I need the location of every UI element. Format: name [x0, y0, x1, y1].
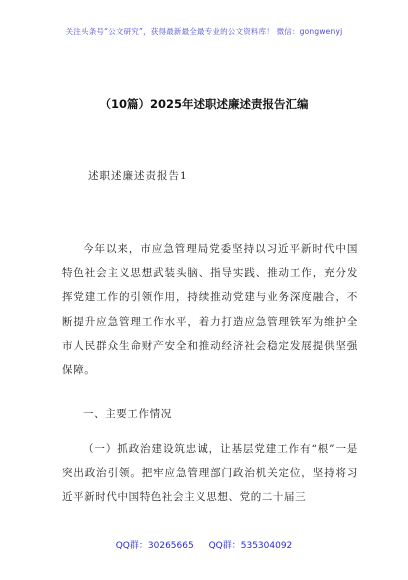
- paragraph-intro: 今年以来，市应急管理局党委坚持以习近平新时代中国特色社会主义思想武装头脑、指导实践、推动工作，充分发挥党建工作的引领作用，持续推动党建与业务深度融合，不断提升应急管理工作水平，着力打造应急管理铁军为维护全市人民群众生命财产安全和推动经济社会稳定发展提供坚强保障。: [62, 243, 358, 377]
- paragraph-political-building: （一）抓政治建设筑忠诚，让基层党建工作有“根”一是突出政治引领。把牢应急管理部门政治机关定位，坚持将习近平新时代中国特色社会主义思想、党的二十届三: [62, 443, 358, 504]
- section-heading: 述职述廉述责报告1: [88, 170, 188, 182]
- qq-group-1: QQ群：30265665: [115, 541, 194, 551]
- document-title: （10篇）2025年述职述廉述责报告汇编: [99, 97, 309, 111]
- footer-qq-groups: [0, 538, 408, 551]
- sub-heading: 一、主要工作情况: [83, 408, 172, 420]
- header-banner: 关注头条号“公文研究”，获得最新最全最专业的公文资料库！ 微信：gongwenyj: [65, 27, 343, 36]
- qq-group-2: QQ群：535304092: [208, 541, 293, 551]
